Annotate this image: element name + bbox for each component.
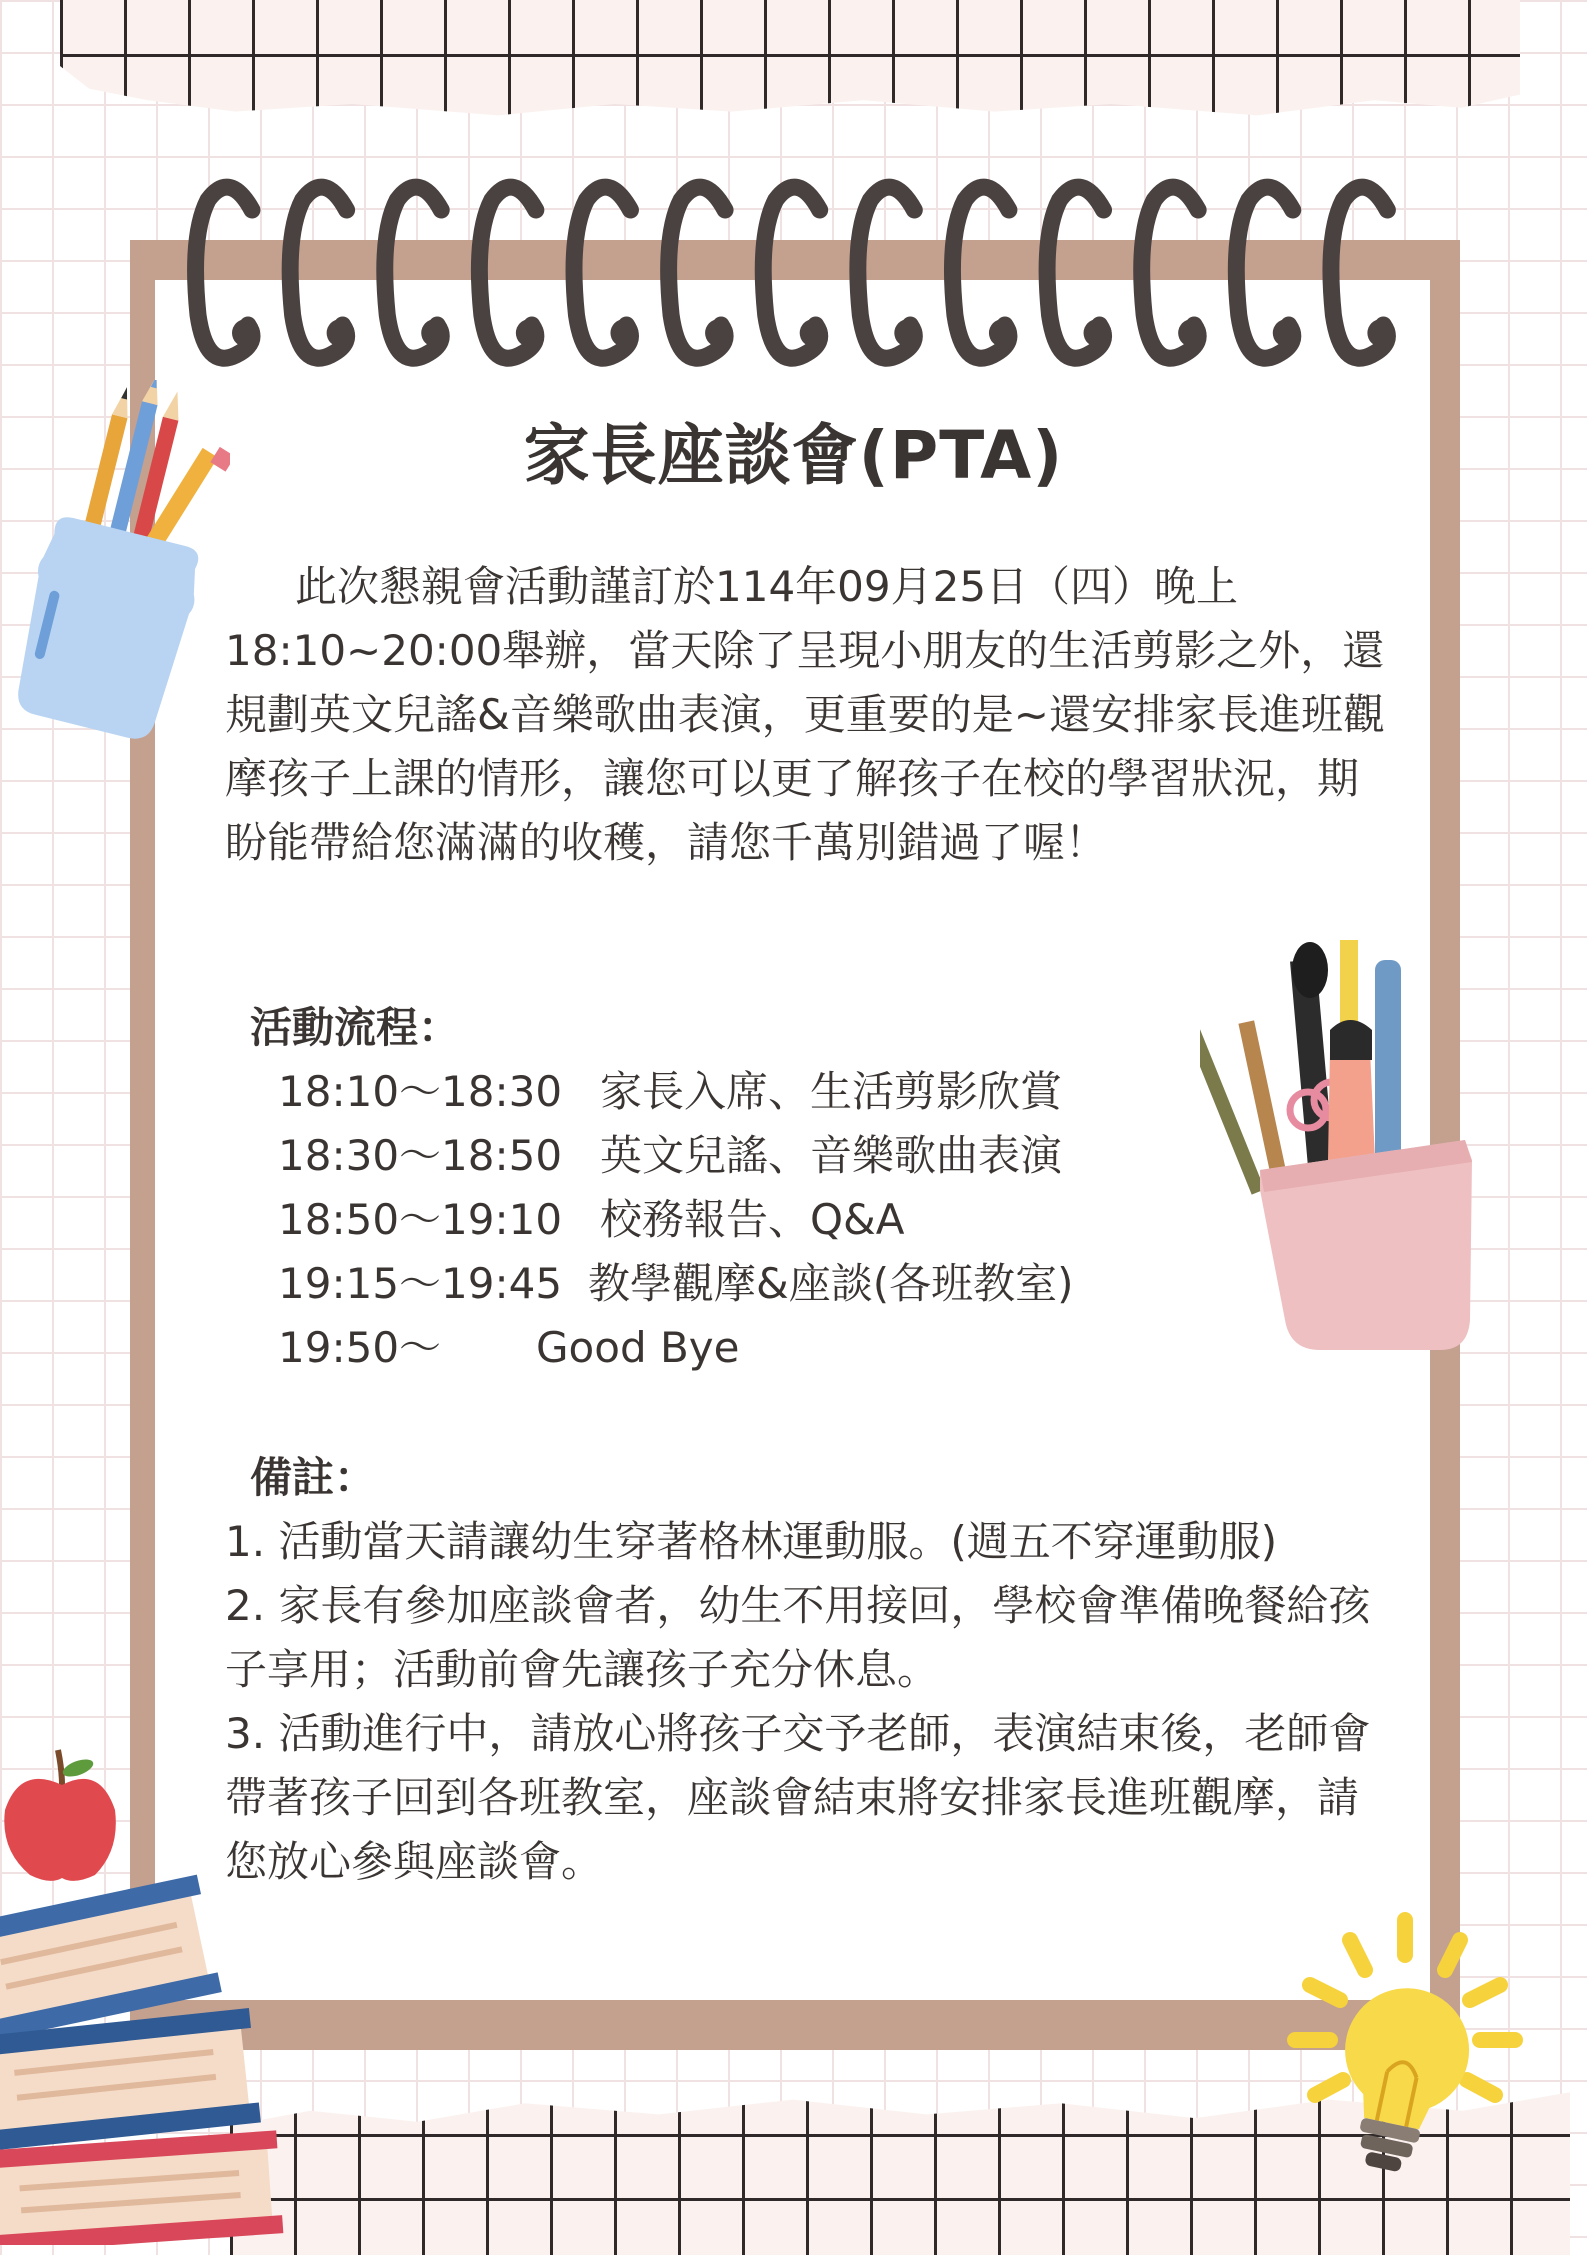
page-title: 家長座談會(PTA) [523, 417, 1064, 494]
schedule-item [278, 1060, 1074, 1124]
schedule-time: 18:30～18:50 [278, 1131, 563, 1180]
spiral-hole [705, 319, 733, 347]
light-bulb-icon [1255, 1900, 1555, 2200]
spiral-hole [894, 319, 922, 347]
apple-books-icon [0, 1740, 290, 2245]
note-item: 3. 活動進行中，請放心將孩子交予老師，表演結束後，老師會帶著孩子回到各班教室，座談會結束將安排家長進班觀摩，請您放心參與座談會。 [225, 1709, 1371, 1886]
schedule-time: 18:10～18:30 [278, 1067, 563, 1116]
schedule-item [278, 1252, 1074, 1316]
spiral-hole [989, 319, 1017, 347]
pencil-cup-pink-icon [1200, 940, 1490, 1360]
torn-grid-paper-top [60, 0, 1520, 180]
spiral-hole [421, 319, 449, 347]
schedule-item [278, 1188, 1074, 1252]
pencil-cup-blue-icon [0, 380, 230, 750]
spiral-rings [180, 165, 1410, 380]
spiral-hole [1178, 319, 1206, 347]
notes-heading: 備註： [250, 1453, 377, 1502]
schedule-activity: 家長入席、生活剪影欣賞 [600, 1067, 1063, 1116]
schedule-time: 19:15～19:45 [278, 1259, 563, 1308]
spiral-hole [610, 319, 638, 347]
note-item: 2. 家長有參加座談會者，幼生不用接回，學校會準備晚餐給孩子享用；活動前會先讓孩子充分休息。 [225, 1581, 1371, 1694]
spiral-hole [1084, 319, 1112, 347]
schedule-item [278, 1316, 1074, 1380]
schedule-activity: Good Bye [536, 1323, 740, 1372]
spiral-hole [327, 319, 355, 347]
schedule-heading: 活動流程： [250, 1003, 461, 1052]
spiral-hole [232, 319, 260, 347]
schedule-activity: 教學觀摩&座談(各班教室) [588, 1259, 1074, 1308]
schedule-time: 18:50～19:10 [278, 1195, 563, 1244]
schedule-activity: 校務報告、Q&A [600, 1195, 905, 1244]
spiral-hole [516, 319, 544, 347]
spiral-hole [800, 319, 828, 347]
spiral-hole [1273, 319, 1301, 347]
notes-list [225, 1510, 1385, 1894]
schedule-time: 19:50～ [278, 1323, 442, 1372]
schedule-list [278, 1060, 1074, 1380]
schedule-activity: 英文兒謠、音樂歌曲表演 [600, 1131, 1063, 1180]
spiral-hole [1367, 319, 1395, 347]
note-item: 1. 活動當天請讓幼生穿著格林運動服。(週五不穿運動服) [225, 1517, 1278, 1566]
schedule-item [278, 1124, 1074, 1188]
intro-paragraph: 此次懇親會活動謹訂於114年09月25日（四）晚上18:10~20:00舉辦，當天除了呈現小朋友的生活剪影之外，還規劃英文兒謠&音樂歌曲表演，更重要的是~還安排家長進班觀摩孩子上課的情形，讓您可以更了解孩子在校的學習狀況，期盼能帶給您滿滿的收穫，請您千萬別錯過了喔！ [225, 562, 1385, 867]
